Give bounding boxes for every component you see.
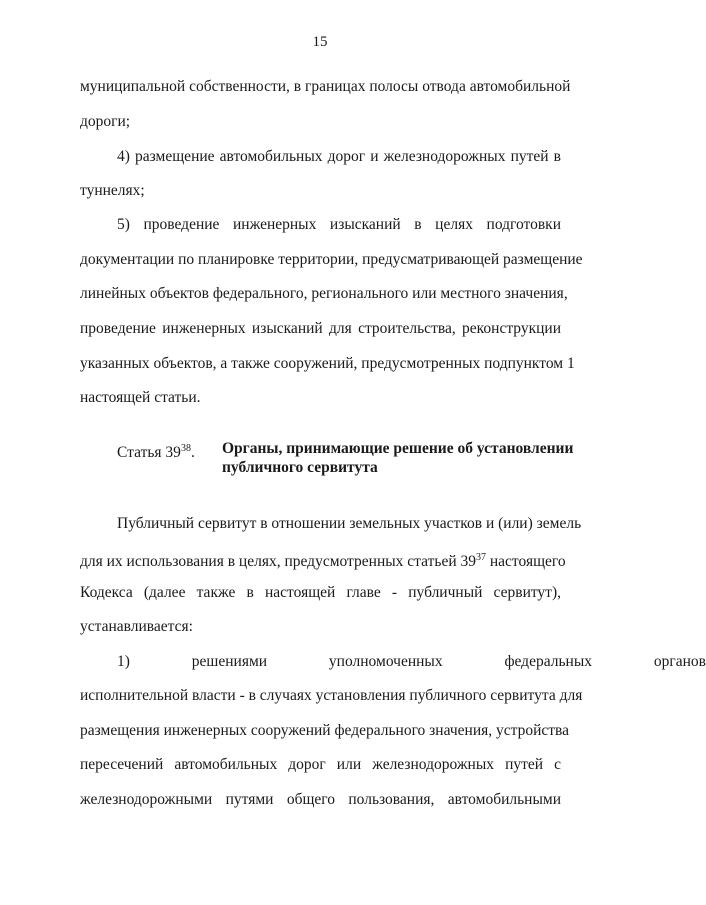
text-line: размещения инженерных сооружений федерального значения, устройства (80, 722, 570, 739)
text-line: туннелях; (80, 182, 145, 199)
article-title-line: публичного сервитута (222, 459, 378, 476)
text-line: документации по планировке территории, предусматривающей размещение (80, 251, 583, 268)
article-label-suffix: . (190, 444, 195, 461)
article-label-text: Статья 39 (117, 444, 181, 461)
article-title (222, 439, 574, 477)
text-line: пересечений автомобильных дорог или железнодорожных путей с (80, 756, 561, 773)
text-line: линейных объектов федерального, регионального или местного значения, (80, 285, 568, 302)
text-line: исполнительной власти - в случаях установления публичного сервитута для (80, 687, 583, 704)
text-line: 5) проведение инженерных изысканий в целях подготовки (117, 216, 561, 233)
text-line: Кодекса (далее также в настоящей главе - публичный сервитут), (80, 584, 561, 601)
text-segment: настоящего (486, 553, 566, 570)
article-title-line: Органы, принимающие решение об установлении (222, 440, 574, 457)
text-line: 1) решениями уполномоченных федеральных органов (117, 653, 706, 670)
text-line: Публичный сервитут в отношении земельных участков и (или) земель (117, 515, 582, 532)
text-line: устанавливается: (80, 618, 193, 635)
text-line: проведение инженерных изысканий для строительства, реконструкции (80, 320, 561, 337)
text-line: настоящей статьи. (80, 389, 201, 406)
text-line: дороги; (80, 113, 131, 130)
text-line: железнодорожными путями общего пользования, автомобильными (80, 791, 561, 808)
text-line: указанных объектов, а также сооружений, предусмотренных подпунктом 1 (80, 355, 575, 372)
text-line-with-reference (80, 549, 566, 571)
article-label-sup: 38 (180, 443, 191, 454)
text-line: муниципальной собственности, в границах полосы отвода автомобильной (80, 78, 571, 95)
page-number: 15 (312, 34, 328, 50)
text-line: 4) размещение автомобильных дорог и железнодорожных путей в (117, 148, 561, 165)
reference-sup: 37 (476, 552, 486, 563)
text-segment: для их использования в целях, предусмотренных статьей 39 (80, 553, 476, 570)
article-label (117, 440, 195, 462)
